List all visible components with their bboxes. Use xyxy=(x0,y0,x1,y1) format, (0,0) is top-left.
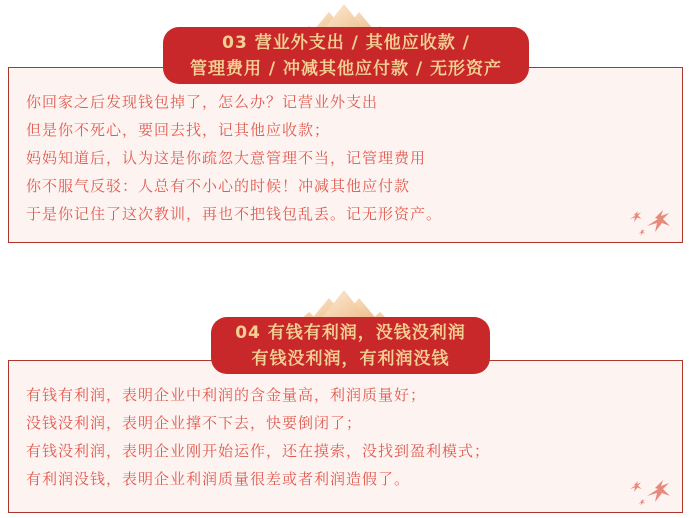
banner-title-line2: 管理费用 / 冲减其他应付款 / 无形资产 xyxy=(189,59,503,79)
body-line: 有钱没利润，表明企业刚开始运作，还在摸索，没找到盈利模式； xyxy=(26,442,491,460)
body-line: 妈妈知道后，认为这是你疏忽大意管理不当，记管理费用 xyxy=(26,149,427,167)
body-line: 但是你不死心，要回去找，记其他应收款； xyxy=(26,121,331,139)
banner-title-line2: 有钱没利润，有利润没钱 xyxy=(251,349,450,369)
section-04-title-banner xyxy=(211,317,490,374)
section-03-title-banner xyxy=(163,27,529,84)
section-03-content-box xyxy=(8,67,683,243)
section-03-text xyxy=(9,68,682,228)
section-04-content-box xyxy=(8,360,683,513)
banner-title-line1: 04 有钱有利润，没钱没利润 xyxy=(235,323,466,343)
body-line: 你不服气反驳：人总有不小心的时候！冲减其他应付款 xyxy=(26,177,411,195)
body-line: 有利润没钱，表明企业利润质量很差或者利润造假了。 xyxy=(26,470,411,488)
body-line: 你回家之后发现钱包掉了，怎么办？记营业外支出 xyxy=(26,93,379,111)
doves-icon xyxy=(628,478,670,508)
body-line: 于是你记住了这次教训，再也不把钱包乱丢。记无形资产。 xyxy=(26,205,443,223)
body-line: 有钱有利润，表明企业中利润的含金量高，利润质量好； xyxy=(26,386,427,404)
doves-icon xyxy=(628,208,670,238)
banner-title-line1: 03 营业外支出 / 其他应收款 / xyxy=(222,33,470,53)
section-04-text xyxy=(9,361,682,493)
body-line: 没钱没利润，表明企业撑不下去，快要倒闭了； xyxy=(26,414,363,432)
